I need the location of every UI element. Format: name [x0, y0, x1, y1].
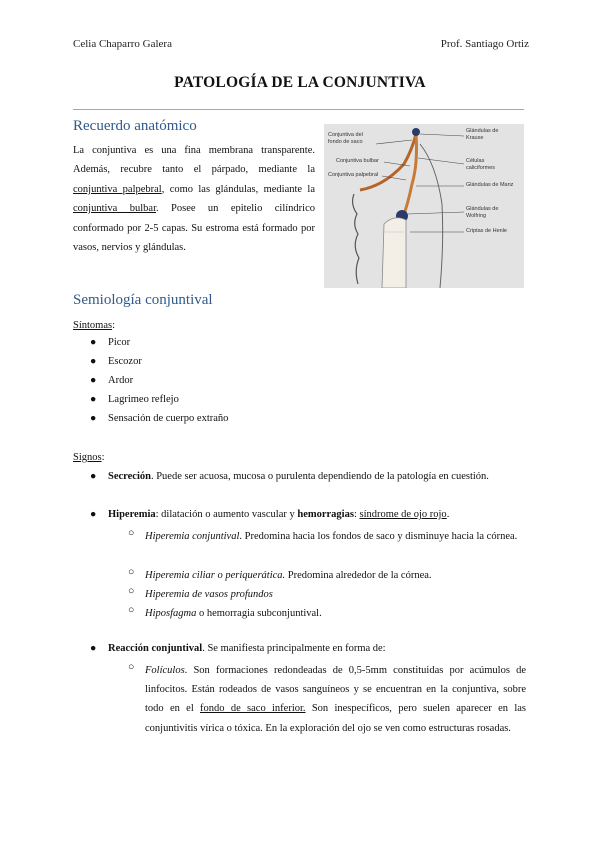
foliculos: Folículos. Son formaciones redondeadas de 0,5-5mm constituidas por acúmulos de linfocitos. Están rodeados de vasos sanguíneos y se encuentran en la conjuntiva, sobre todo en el fondo de saco inferior. Son inespecíficos, pero suelen aparecer en las conjuntivitis vírica o tóxica. En la exploración del ojo se ven como estructuras rosadas. [145, 665, 526, 734]
fig-label-caliciformes: Células caliciformes [466, 158, 496, 171]
fig-label-krause: Glándulas de Krause [466, 128, 499, 141]
anatomy-paragraph: La conjuntiva es una fina membrana transparente. Además, recubre tanto el párpado, mediante la conjuntiva palpebral, como las glándulas, mediante la conjuntiva bulbar. Posee un epitelio cilíndrico conformado por 2-5 capas. Su estroma está formado por vasos, nervios y glándulas. [73, 145, 315, 254]
link-conjuntiva-palpebral: conjuntiva palpebral [73, 183, 162, 195]
hiperemia-vasos-profundos: Hiperemia de vasos profundos [145, 589, 273, 600]
section-heading-recuerdo: Recuerdo anatómico [73, 118, 197, 134]
sintomas-label: Síntomas: [73, 320, 116, 331]
page-title: PATOLOGÍA DE LA CONJUNTIVA [174, 74, 426, 91]
header-professor: Prof. Santiago Ortiz [440, 38, 529, 50]
fig-label-wolfring: Glándulas de Wolfring [466, 206, 499, 219]
fig-label-manz: Glándulas de Manz [466, 182, 514, 188]
fig-label-bulbar: Conjuntiva bulbar [336, 158, 379, 164]
title-divider [73, 109, 524, 110]
fig-label-palpebral: Conjuntiva palpebral [328, 172, 379, 178]
fig-label-henle: Criptas de Henle [466, 228, 507, 234]
hiperemia-conjuntival: Hiperemia conjuntival. Predomina hacia los fondos de saco y disminuye hacia la córnea. [145, 531, 518, 542]
hiposfagma: Hiposfagma o hemorragia subconjuntival. [145, 608, 322, 619]
hiperemia-ciliar: Hiperemia ciliar o periquerática. Predomina alrededor de la córnea. [145, 570, 432, 581]
header-author: Celia Chaparro Galera [73, 38, 172, 50]
section-heading-semiologia: Semiología conjuntival [73, 292, 213, 308]
fig-label-fondo: Conjuntiva del fondo de saco [328, 132, 363, 145]
conjunctiva-diagram [324, 124, 524, 288]
link-conjuntiva-bulbar: conjuntiva bulbar [73, 203, 156, 215]
signos-label: Signos: [73, 452, 105, 463]
